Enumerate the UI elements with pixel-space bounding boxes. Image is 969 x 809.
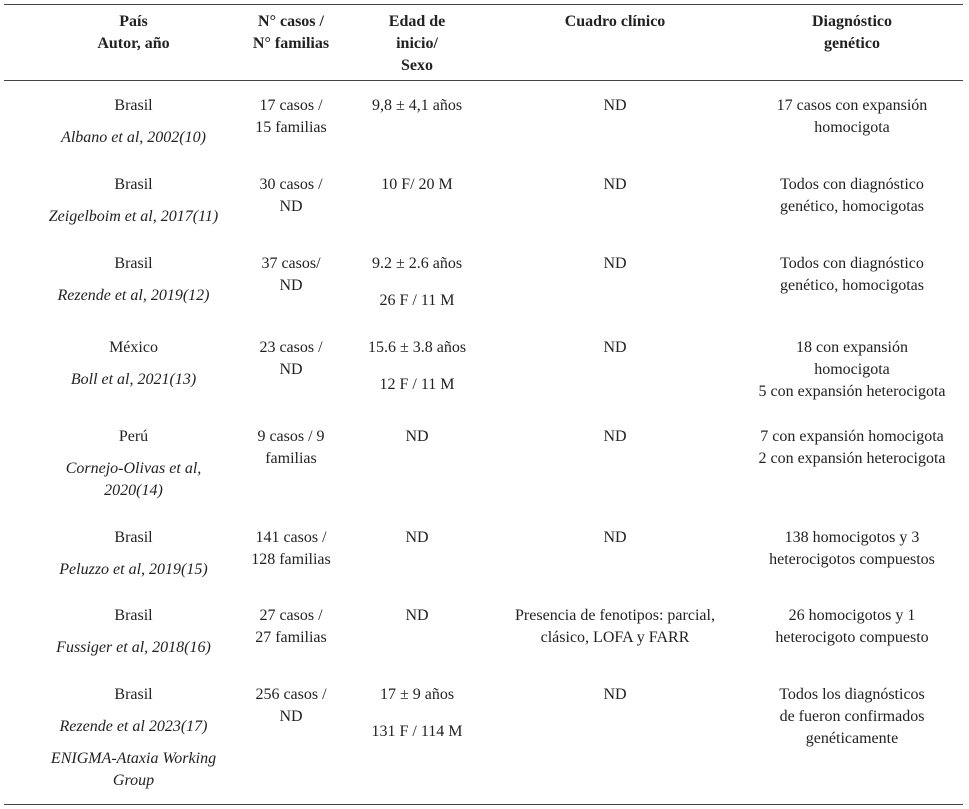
row-6-genetic: 26 homocigotos y 1 heterocigoto compuesto (775, 607, 929, 646)
row-4-cases: 9 casos / 9 familias (257, 428, 325, 467)
row-3-age-sex: 15.6 ± 3.8 años 12 F / 11 M (367, 339, 467, 393)
row-1-clinical: ND (603, 176, 627, 193)
row-5-age: ND (405, 529, 429, 546)
row-5-country-author: Brasil Peluzzo et al, 2019(15) (59, 529, 208, 578)
header-country-author: País Autor, año (97, 13, 170, 52)
row-4-age: ND (405, 428, 429, 445)
table-bottom-rule (4, 804, 963, 805)
row-2-genetic: Todos con diagnóstico genético, homocigotas (780, 255, 924, 294)
row-4-clinical: ND (603, 428, 627, 445)
header-cases: N° casos / N° familias (252, 13, 330, 52)
row-0-genetic: 17 casos con expansión homocigota (776, 97, 928, 136)
row-0-clinical: ND (603, 97, 627, 114)
row-6-clinical: Presencia de fenotipos: parcial, clásico, LOFA y FARR (515, 607, 715, 646)
row-7-clinical: ND (603, 686, 627, 703)
row-5-genetic: 138 homocigotos y 3 heterocigotos compuestos (769, 529, 935, 568)
row-1-genetic: Todos con diagnóstico genético, homocigotas (780, 176, 924, 215)
header-age-sex: Edad de inicio/ Sexo (388, 13, 446, 74)
row-5-cases: 141 casos / 128 familias (251, 529, 331, 568)
row-4-genetic: 7 con expansión homocigota 2 con expansión heterocigota (758, 428, 946, 467)
row-0-cases: 17 casos / 15 familias (255, 97, 327, 136)
row-2-country-author: Brasil Rezende et al, 2019(12) (57, 255, 210, 304)
row-0-age: 9,8 ± 4,1 años (371, 97, 463, 114)
row-3-genetic: 18 con expansión homocigota 5 con expansión heterocigota (758, 339, 946, 400)
row-2-age-sex: 9.2 ± 2.6 años 26 F / 11 M (371, 255, 463, 309)
table-header-rule (4, 80, 963, 81)
row-3-country-author: México Boll et al, 2021(13) (70, 339, 197, 388)
row-3-cases: 23 casos / ND (259, 339, 323, 378)
row-2-clinical: ND (603, 255, 627, 272)
row-7-cases: 256 casos / ND (255, 686, 327, 725)
row-1-cases: 30 casos / ND (259, 176, 323, 215)
table-top-rule (4, 4, 963, 5)
row-3-clinical: ND (603, 339, 627, 356)
row-0-country-author: Brasil Albano et al, 2002(10) (61, 97, 206, 146)
row-7-genetic: Todos los diagnósticos de fueron confirmados genéticamente (779, 686, 925, 747)
row-6-cases: 27 casos / 27 familias (255, 607, 327, 646)
row-6-age: ND (405, 607, 429, 624)
row-5-clinical: ND (603, 529, 627, 546)
row-1-country-author: Brasil Zeigelboim et al, 2017(11) (48, 176, 219, 225)
row-4-country-author: Perú Cornejo-Olivas et al, 2020(14) (65, 428, 202, 499)
row-7-country-author: Brasil Rezende et al 2023(17) ENIGMA-Ataxia Working Group (50, 686, 217, 789)
row-7-age-sex: 17 ± 9 años 131 F / 114 M (371, 686, 463, 740)
header-clinical: Cuadro clínico (564, 13, 666, 30)
row-1-age: 10 F/ 20 M (381, 176, 453, 193)
row-2-cases: 37 casos/ ND (261, 255, 321, 294)
row-6-country-author: Brasil Fussiger et al, 2018(16) (56, 607, 211, 656)
header-genetic: Diagnóstico genético (812, 13, 892, 52)
